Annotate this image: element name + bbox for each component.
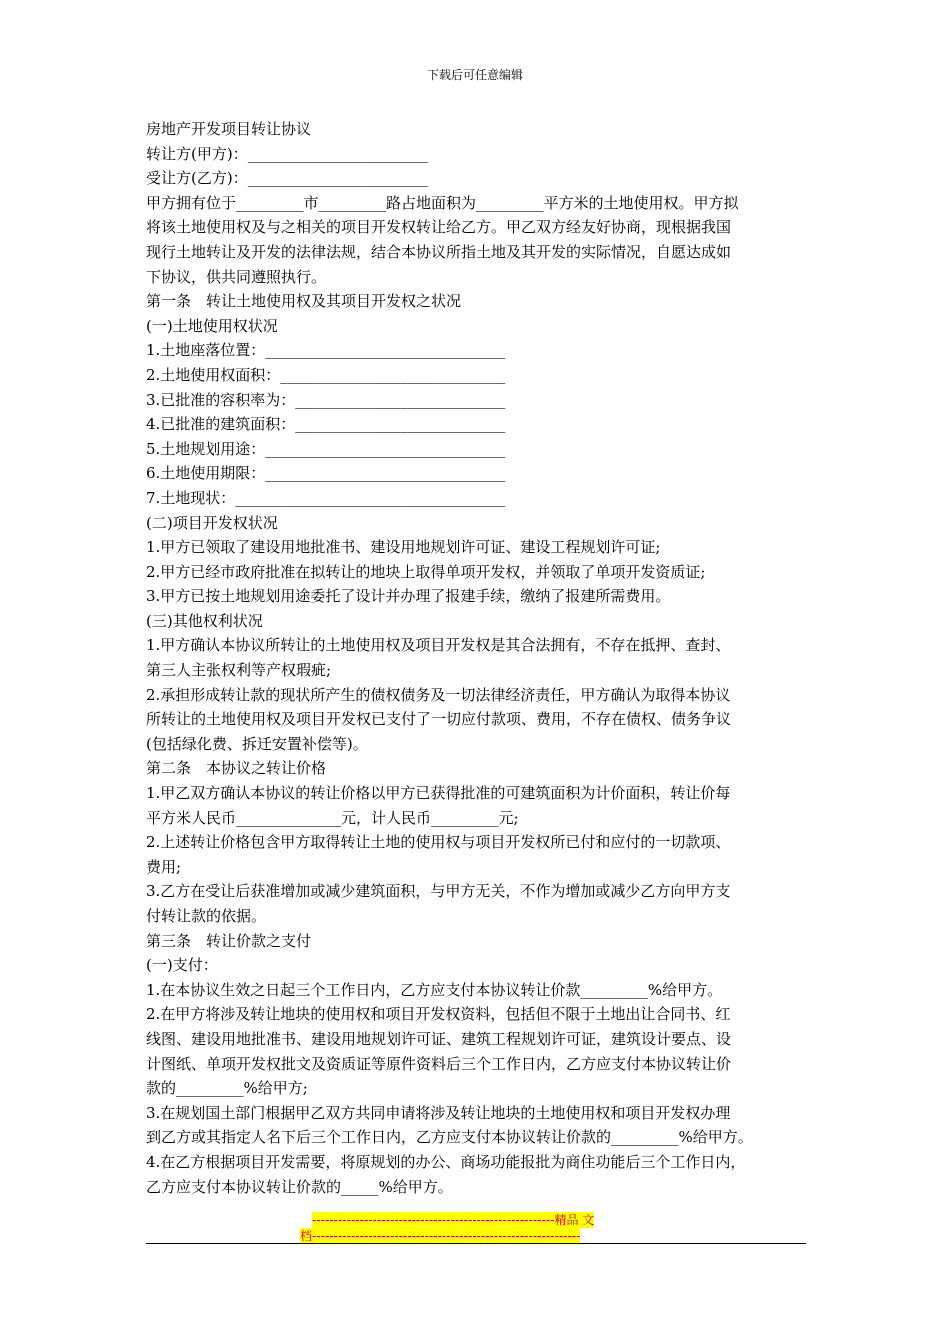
- text-line: 下协议，供共同遵照执行。: [146, 267, 327, 286]
- section-heading: (二)项目开发权状况: [146, 513, 278, 532]
- text-line: 乙方应支付本协议转让价款的_____%给甲方。: [146, 1177, 453, 1196]
- footer-watermark: [300, 1212, 650, 1244]
- section-heading: (一)支付：: [146, 956, 218, 975]
- text-line: 2.在甲方将涉及转让地块的使用权和项目开发权资料，包括但不限于土地出让合同书、红: [146, 1005, 731, 1024]
- text-line: 线图、建设用地批准书、建设用地规划许可证、建筑工程规划许可证，建筑设计要点、设: [146, 1029, 732, 1048]
- text-line: 1.甲乙双方确认本协议的转让价格以甲方已获得批准的可建筑面积为计价面积，转让价每: [146, 784, 731, 803]
- text-line: 所转让的土地使用权及项目开发权已支付了一切应付款项、费用，不存在债权、债务争议: [146, 710, 732, 729]
- text-line: 2.土地使用权面积：______________________________: [146, 365, 506, 384]
- document-body: [146, 117, 810, 1199]
- transferor-line: 转让方(甲方)：________________________: [146, 144, 428, 163]
- footer-line: --------------------------------------------------------精品 文: [312, 1213, 595, 1227]
- text-line: 费用;: [146, 857, 182, 876]
- doc-title: 房地产开发项目转让协议: [146, 120, 312, 138]
- text-line: 1.甲方已领取了建设用地批准书、建设用地规划许可证、建设工程规划许可证;: [146, 538, 661, 557]
- transferee-line: 受让方(乙方)：________________________: [146, 169, 428, 188]
- text-line: 1.在本协议生效之日起三个工作日内，乙方应支付本协议转让价款_________%给甲方。: [146, 980, 723, 999]
- text-line: 2.承担形成转让款的现状所产生的债权债务及一切法律经济责任，甲方确认为取得本协议: [146, 685, 731, 704]
- text-line: 5.土地规划用途：________________________________: [146, 439, 506, 458]
- footer-divider: [146, 1243, 806, 1244]
- text-line: 4.在乙方根据项目开发需要，将原规划的办公、商场功能报批为商住功能后三个工作日内，: [146, 1152, 746, 1171]
- article-3-heading: 第三条 转让价款之支付: [146, 931, 312, 950]
- text-line: 2.甲方已经市政府批准在拟转让的地块上取得单项开发权，并领取了单项开发资质证;: [146, 562, 706, 581]
- text-line: 3.甲方已按土地规划用途委托了设计并办理了报建手续，缴纳了报建所需费用。: [146, 587, 671, 606]
- text-line: 3.已批准的容积率为：____________________________: [146, 390, 506, 409]
- text-line: 1.甲方确认本协议所转让的土地使用权及项目开发权是其合法拥有，不存在抵押、查封、: [146, 636, 731, 655]
- text-line: 平方米人民币______________元，计人民币_________元;: [146, 808, 519, 827]
- text-line: 将该土地使用权及与之相关的项目开发权转让给乙方。甲乙双方经友好协商，现根据我国: [146, 218, 732, 237]
- text-line: 4.已批准的建筑面积：____________________________: [146, 415, 506, 434]
- text-line: 1.土地座落位置：________________________________: [146, 341, 506, 360]
- text-line: (包括绿化费、拆迁安置补偿等)。: [146, 734, 368, 753]
- article-2-heading: 第二条 本协议之转让价格: [146, 759, 327, 778]
- text-line: 3.乙方在受让后获准增加或减少建筑面积，与甲方无关，不作为增加或减少乙方向甲方支: [146, 882, 731, 901]
- text-line: 现行土地转让及开发的法律法规，结合本协议所指土地及其开发的实际情况，自愿达成如: [146, 242, 732, 261]
- text-line: 第三人主张权利等产权瑕疵;: [146, 661, 332, 680]
- text-line: 7.土地现状：____________________________________: [146, 488, 506, 507]
- text-line: 付转让款的依据。: [146, 907, 267, 925]
- text-line: 3.在规划国土部门根据甲乙双方共同申请将涉及转让地块的土地使用权和项目开发权办理: [146, 1103, 731, 1122]
- text-line: 到乙方或其指定人名下后三个工作日内，乙方应支付本协议转让价款的_________%给甲方。: [146, 1128, 753, 1147]
- article-1-heading: 第一条 转让土地使用权及其项目开发权之状况: [146, 292, 462, 311]
- text-line: 6.土地使用期限：________________________________: [146, 464, 506, 483]
- text-line: 2.上述转让价格包含甲方取得转让土地的使用权与项目开发权所已付和应付的一切款项、: [146, 833, 731, 852]
- text-line: 款的_________%给甲方;: [146, 1079, 308, 1098]
- text-line: 甲方拥有位于_________市_________路占地面积为_________平方米的土地使用权。甲方拟: [146, 193, 739, 212]
- text-line: 计图纸、单项开发权批文及资质证等原件资料后三个工作日内，乙方应支付本协议转让价: [146, 1054, 732, 1073]
- section-heading: (三)其他权利状况: [146, 611, 263, 630]
- page-header: 下载后可任意编辑: [426, 68, 523, 82]
- footer-line: 档--------------------------------------------------------------: [300, 1229, 581, 1243]
- section-heading: (一)土地使用权状况: [146, 316, 278, 335]
